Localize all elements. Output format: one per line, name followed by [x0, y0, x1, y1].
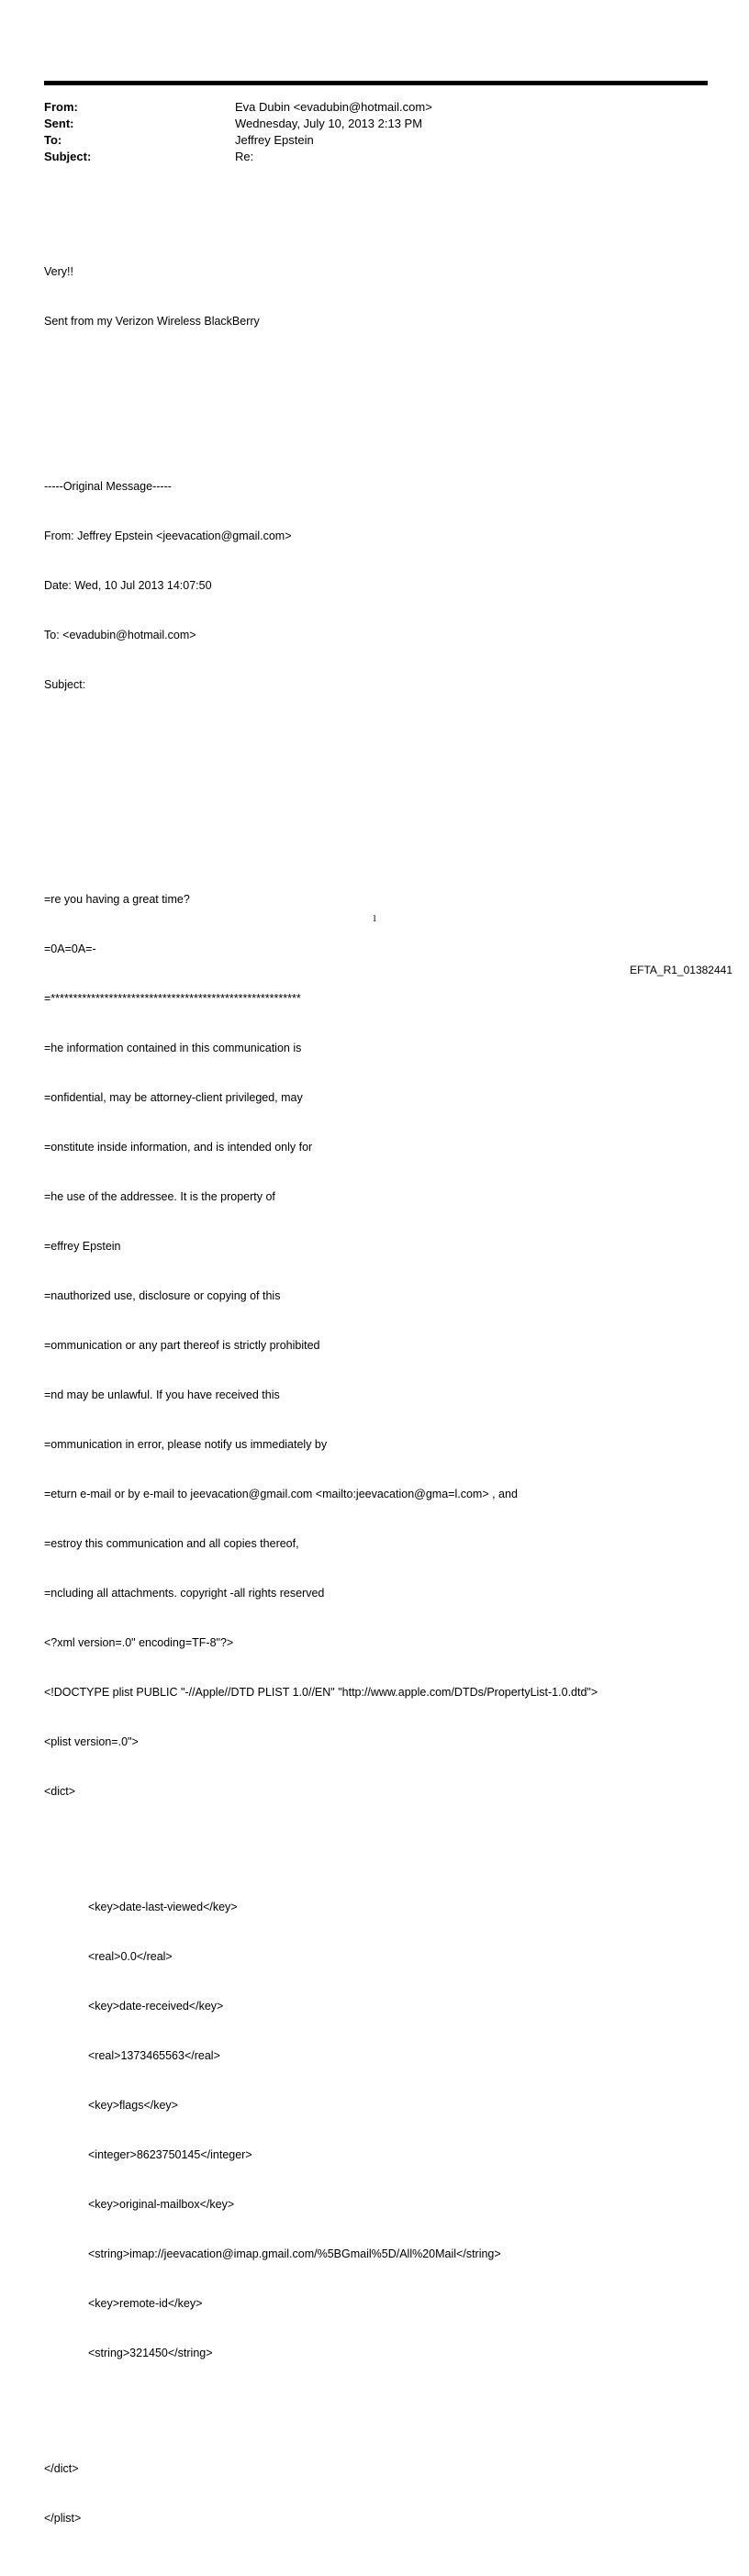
sent-label: Sent: — [44, 117, 74, 130]
body-line: =effrey Epstein — [44, 1240, 121, 1253]
to-value: Jeffrey Epstein — [235, 133, 314, 147]
body-line: <integer>8623750145</integer> — [88, 2148, 252, 2161]
bates-number: EFTA_R1_01382441 — [630, 964, 732, 976]
original-message-block — [44, 445, 723, 726]
body-line: =estroy this communication and all copies thereof, — [44, 1537, 299, 1550]
from-label: From: — [44, 100, 78, 114]
body-line: =nd may be unlawful. If you have received this — [44, 1388, 280, 1401]
body-line: <real>0.0</real> — [88, 1950, 173, 1963]
plist-dict-block — [44, 1866, 723, 2394]
body-line: =onfidential, may be attorney-client privileged, may — [44, 1091, 303, 1104]
body-line: Very!! — [44, 265, 73, 278]
body-line: <real>1373465563</real> — [88, 2049, 220, 2062]
message-block — [44, 858, 723, 1833]
blank-line — [44, 396, 723, 412]
body-line: Sent from my Verizon Wireless BlackBerry — [44, 315, 260, 328]
blank-line — [44, 808, 723, 825]
subject-value: Re: — [235, 150, 254, 163]
body-line: <key>date-last-viewed</key> — [88, 1901, 238, 1913]
page-number: 1 — [372, 914, 377, 924]
body-line: To: <evadubin@hotmail.com> — [44, 629, 196, 641]
to-label: To: — [44, 133, 62, 147]
body-line: =ommunication in error, please notify us immediately by — [44, 1438, 328, 1451]
body-line: =nauthorized use, disclosure or copying of this — [44, 1289, 281, 1302]
sent-value: Wednesday, July 10, 2013 2:13 PM — [235, 117, 423, 130]
body-line: -----Original Message----- — [44, 480, 172, 493]
body-line: <plist version=.0"> — [44, 1735, 139, 1748]
body-line: From: Jeffrey Epstein <jeevacation@gmail.com> — [44, 530, 292, 542]
blank-line — [44, 759, 723, 775]
body-line: Subject: — [44, 678, 86, 691]
body-line: =eturn e-mail or by e-mail to jeevacation@gmail.com <mailto:jeevacation@gma=l.com> , and — [44, 1488, 518, 1500]
body-line: <!DOCTYPE plist PUBLIC "-//Apple//DTD PLIST 1.0//EN" "http://www.apple.com/DTDs/PropertyList-1.0.dtd"> — [44, 1686, 598, 1699]
body-line: <string>321450</string> — [88, 2347, 213, 2359]
body-line: =0A=0A=- — [44, 942, 96, 955]
body-line: <key>remote-id</key> — [88, 2297, 203, 2310]
body-line: </plist> — [44, 2512, 82, 2525]
body-line: <?xml version=.0" encoding=TF-8"?> — [44, 1636, 234, 1649]
closing-block — [44, 2427, 723, 2559]
body-line: =onstitute inside information, and is intended only for — [44, 1141, 313, 1154]
body-line: =re you having a great time? — [44, 893, 190, 906]
reply-block — [44, 230, 723, 362]
email-body — [44, 197, 723, 2576]
body-line: <key>original-mailbox</key> — [88, 2198, 235, 2211]
body-line: <key>date-received</key> — [88, 2000, 224, 2013]
subject-label: Subject: — [44, 150, 92, 163]
body-line: Date: Wed, 10 Jul 2013 14:07:50 — [44, 579, 212, 592]
body-line: =ncluding all attachments. copyright -all rights reserved — [44, 1587, 325, 1600]
body-line: <dict> — [44, 1785, 76, 1798]
body-line: <string>imap://jeevacation@imap.gmail.com/%5BGmail%5D/All%20Mail</string> — [88, 2247, 501, 2260]
body-line: <key>flags</key> — [88, 2099, 178, 2112]
body-line: =he use of the addressee. It is the property of — [44, 1190, 275, 1203]
body-line: =******************************************************** — [44, 992, 301, 1005]
body-line: </dict> — [44, 2462, 79, 2475]
body-line: =ommunication or any part thereof is strictly prohibited — [44, 1339, 320, 1352]
from-value: Eva Dubin <evadubin@hotmail.com> — [235, 100, 432, 114]
header-rule — [44, 81, 708, 85]
body-line: =he information contained in this communication is — [44, 1042, 302, 1054]
